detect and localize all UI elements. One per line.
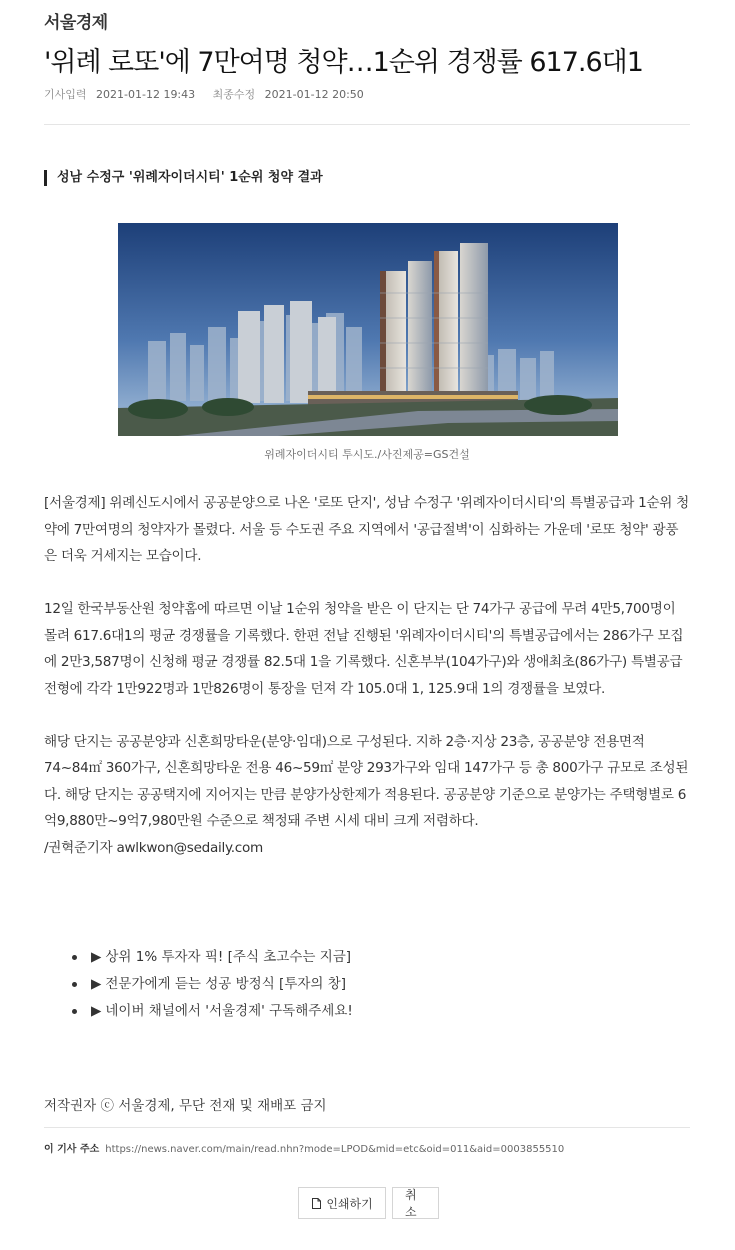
- article-subhead: 성남 수정구 '위례자이더시티' 1순위 청약 결과: [44, 170, 323, 186]
- promo-link-item[interactable]: [72, 998, 353, 1025]
- bullet-icon: [72, 1009, 77, 1014]
- input-date: 2021-01-12 19:43: [96, 88, 196, 101]
- copyright-notice: 저작권자 ⓒ 서울경제, 무단 전재 및 재배포 금지: [44, 1098, 327, 1114]
- header-divider: [44, 124, 690, 125]
- promo-link-label[interactable]: 전문가에게 듣는 성공 방정식 [투자의 창]: [105, 976, 347, 992]
- triangle-right-icon: ▶: [91, 949, 102, 965]
- promo-link-label[interactable]: 상위 1% 투자자 픽! [주식 초고수는 지금]: [105, 949, 352, 965]
- cancel-button-label: 취소: [405, 1188, 417, 1219]
- bullet-icon: [72, 955, 77, 960]
- photo-caption: 위례자이더시티 투시도./사진제공=GS건설: [264, 448, 470, 461]
- cancel-button[interactable]: [392, 1187, 439, 1219]
- modified-date-label: 최종수정: [212, 88, 256, 101]
- input-date-label: 기사입력: [44, 88, 87, 101]
- print-button[interactable]: [298, 1187, 386, 1219]
- print-icon: [311, 1198, 322, 1209]
- headline: '위례 로또'에 7만여명 청약…1순위 경쟁률 617.6대1: [44, 47, 643, 78]
- triangle-right-icon: ▶: [91, 1003, 102, 1019]
- promo-link-label[interactable]: 네이버 채널에서 '서울경제' 구독해주세요!: [105, 1003, 353, 1019]
- article-address-url[interactable]: https://news.naver.com/main/read.nhn?mode=LPOD&mid=etc&oid=011&aid=0003855510: [105, 1144, 565, 1155]
- footer-divider: [44, 1127, 690, 1128]
- press-name: 서울경제: [44, 13, 108, 33]
- triangle-right-icon: ▶: [91, 976, 102, 992]
- bullet-icon: [72, 982, 77, 987]
- paragraph: 12일 한국부동산원 청약홈에 따르면 이날 1순위 청약을 받은 이 단지는 단 74가구 공급에 무려 4만5,700명이 몰려 617.6대1의 평균 경쟁률을 기록했다. 한편 전날 진행된 '위례자이더시티'의 특별공급에서는 286가구 모집에 2만3,587명이 신청해 평균 경쟁률 82.5대 1을 기록했다. 신혼부부(104가구)와 생애최초(86가구) 특별공급 전형에 각각 1만922명과 1만826명이 통장을 던져 각 105.0대 1, 125.9대 1의 경쟁률을 보였다.: [44, 601, 684, 697]
- byline: /권혁준기자 awlkwon@sedaily.com: [44, 839, 263, 856]
- promo-links: [72, 944, 353, 1025]
- paragraph: [서울경제] 위례신도시에서 공공분양으로 나온 '로또 단지', 성남 수정구 '위례자이더시티'의 특별공급과 1순위 청약에 7만여명의 청약자가 몰렸다. 서울 등 수도권 주요 지역에서 '공급절벽'이 심화하는 가운데 '로또 청약' 광풍은 더욱 거세지는 모습이다.: [44, 495, 689, 564]
- article-address: [44, 1140, 564, 1155]
- article-body: [44, 490, 690, 861]
- article-address-label: 이 기사 주소: [44, 1144, 100, 1155]
- modified-date: 2021-01-12 20:50: [264, 88, 364, 101]
- date-info: [44, 86, 378, 102]
- promo-link-item[interactable]: [72, 971, 353, 998]
- print-button-label: 인쇄하기: [326, 1196, 373, 1211]
- paragraph: 해당 단지는 공공분양과 신혼희망타운(분양·임대)으로 구성된다. 지하 2층·지상 23층, 공공분양 전용면적 74~84㎡ 360가구, 신혼희망타운 전용 46~59㎡ 분양 293가구와 임대 147가구 등 총 800가구 규모로 조성된다. 해당 단지는 공공택지에 지어지는 만큼 분양가상한제가 적용된다. 공공분양 기준으로 분양가는 주택형별로 6억9,880만~9억7,980만원 수준으로 책정돼 주변 시세 대비 크게 저렴하다.: [44, 733, 689, 829]
- footer-buttons: [298, 1187, 439, 1219]
- article-photo: [118, 223, 618, 436]
- promo-link-item[interactable]: [72, 944, 353, 971]
